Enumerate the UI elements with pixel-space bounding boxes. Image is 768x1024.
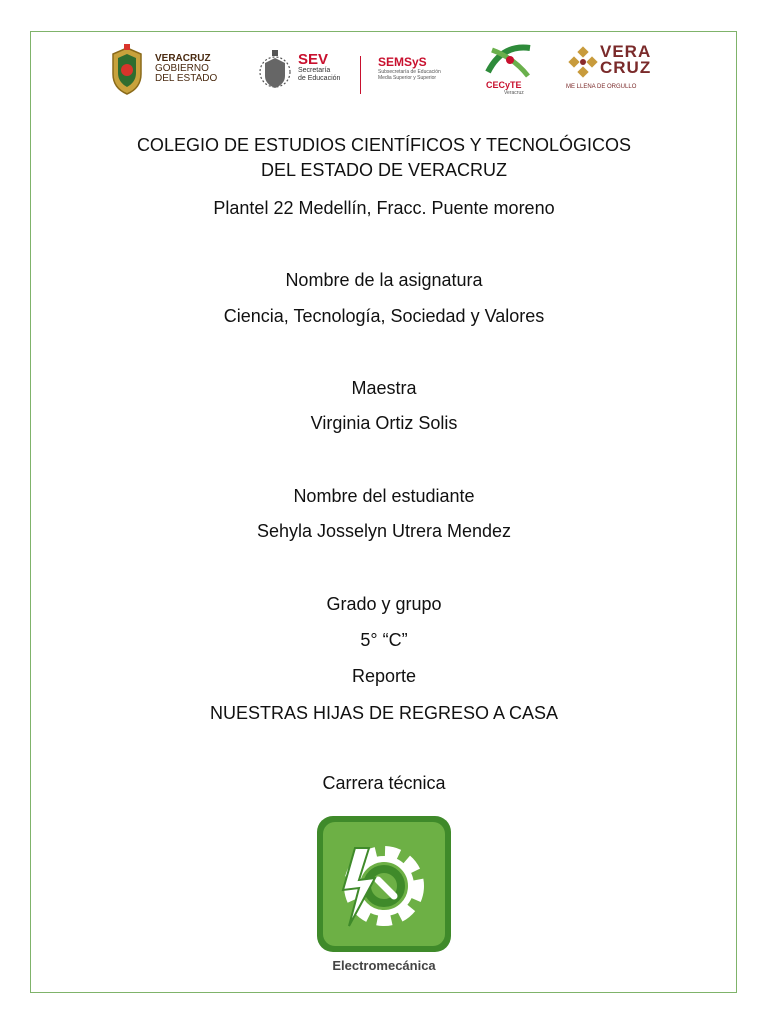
veracruz-seal-icon (107, 44, 147, 96)
teacher-label: Maestra (351, 378, 417, 398)
veracruz-orgullo-tagline: ME LLENA DE ORGULLO (566, 84, 637, 90)
cecyte-logo-sub: Veracruz (504, 90, 524, 96)
sev-logo-line1: Secretaría (298, 67, 331, 74)
institution-name-line1: COLEGIO DE ESTUDIOS CIENTÍFICOS Y TECNOLÓGICOS (136, 135, 632, 155)
veracruz-gobierno-logo (107, 42, 227, 98)
veracruz-orgullo-line1: VERA (600, 42, 652, 61)
veracruz-logo-line3: DEL ESTADO (155, 73, 218, 84)
semsys-logo-line1: Subsecretaría de Educación (378, 69, 441, 75)
sev-seal-icon (258, 46, 292, 96)
career-badge-label: Electromecánica (332, 958, 436, 973)
campus-name: Plantel 22 Medellín, Fracc. Puente moreno (213, 198, 555, 218)
career-label: Carrera técnica (322, 773, 446, 793)
grade-label: Grado y grupo (326, 594, 442, 614)
report-label: Reporte (351, 666, 417, 686)
semsys-logo-title: SEMSyS (378, 55, 427, 69)
sev-logo (258, 42, 358, 98)
veracruz-logo-line1: VERACRUZ (155, 53, 211, 64)
veracruz-orgullo-logo (566, 42, 660, 98)
grade-value: 5° “C” (360, 630, 408, 650)
sev-logo-title: SEV (298, 51, 329, 68)
logo-divider (360, 56, 361, 94)
veracruz-pattern-icon (568, 46, 598, 78)
semsys-logo-line2: Media Superior y Superior (378, 75, 437, 81)
logo-strip (0, 42, 768, 98)
veracruz-orgullo-line2: CRUZ (600, 58, 652, 77)
institution-name-line2: DEL ESTADO DE VERACRUZ (260, 160, 508, 180)
teacher-name: Virginia Ortiz Solis (310, 413, 458, 433)
semsys-logo (378, 42, 458, 98)
sev-logo-line2: de Educación (298, 75, 341, 82)
report-title: NUESTRAS HIJAS DE REGRESO A CASA (209, 703, 559, 723)
veracruz-logo-line2: GOBIERNO (155, 63, 209, 74)
cecyte-logo (484, 42, 538, 98)
career-badge (315, 814, 453, 976)
subject-label: Nombre de la asignatura (285, 270, 483, 290)
student-label: Nombre del estudiante (293, 486, 475, 506)
cecyte-emblem-icon (484, 42, 536, 80)
subject-name: Ciencia, Tecnología, Sociedad y Valores (223, 306, 545, 326)
electromechanics-icon (315, 814, 453, 954)
cecyte-logo-title: CECyTE (486, 80, 522, 90)
student-name: Sehyla Josselyn Utrera Mendez (256, 521, 512, 541)
